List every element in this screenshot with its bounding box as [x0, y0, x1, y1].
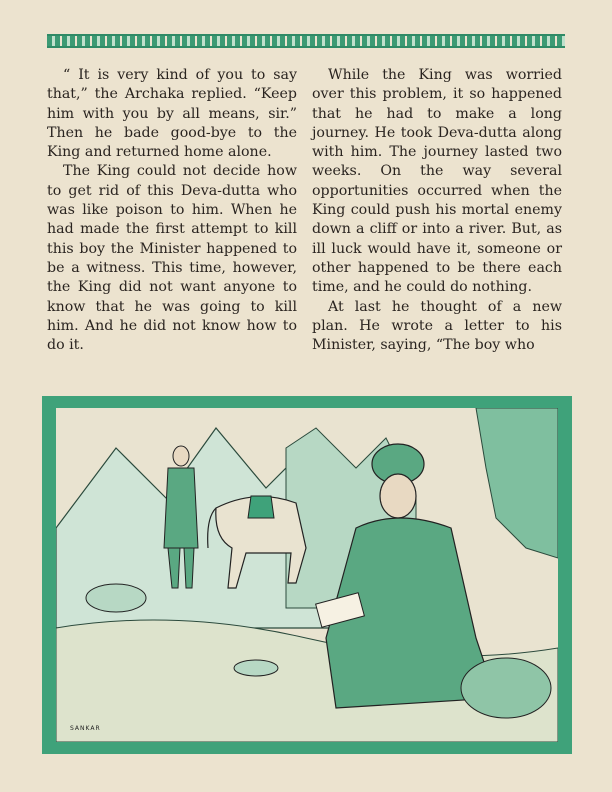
paragraph: While the King was worried over this problem, it so happened that he had to make a long journey. He took Deva-dutta along with him. The journey lasted two weeks. On the way several opportunities occurred when the King could push his mortal enemy down a cliff or into a river. But, as ill luck would have it, someone or other happened to be there each time, and he could do nothing.: [312, 67, 562, 296]
illustration: [56, 408, 558, 742]
paragraph: The King could not decide how to get rid of this Deva-dutta who was like poison to him. When he had made the first attempt to kill this boy the Minister happened to be a witness. This time, however, the King did not want anyone to know that he was going to kill him. And he did not know how to do it.: [47, 163, 297, 354]
artist-signature: SANKAR: [70, 725, 101, 732]
illustration-frame: [42, 396, 572, 754]
illustration-drawing: [56, 408, 558, 742]
decorative-border: [47, 34, 565, 48]
paragraph: “ It is very kind of you to say that,” the Archaka replied. “Keep him with you by all means, sir.” Then he bade good-bye to the King and returned home alone.: [47, 67, 297, 161]
paragraph: At last he thought of a new plan. He wrote a letter to his Minister, saying, “The boy who: [312, 298, 562, 354]
text-column-left: [47, 66, 297, 355]
text-column-right: [312, 66, 562, 355]
